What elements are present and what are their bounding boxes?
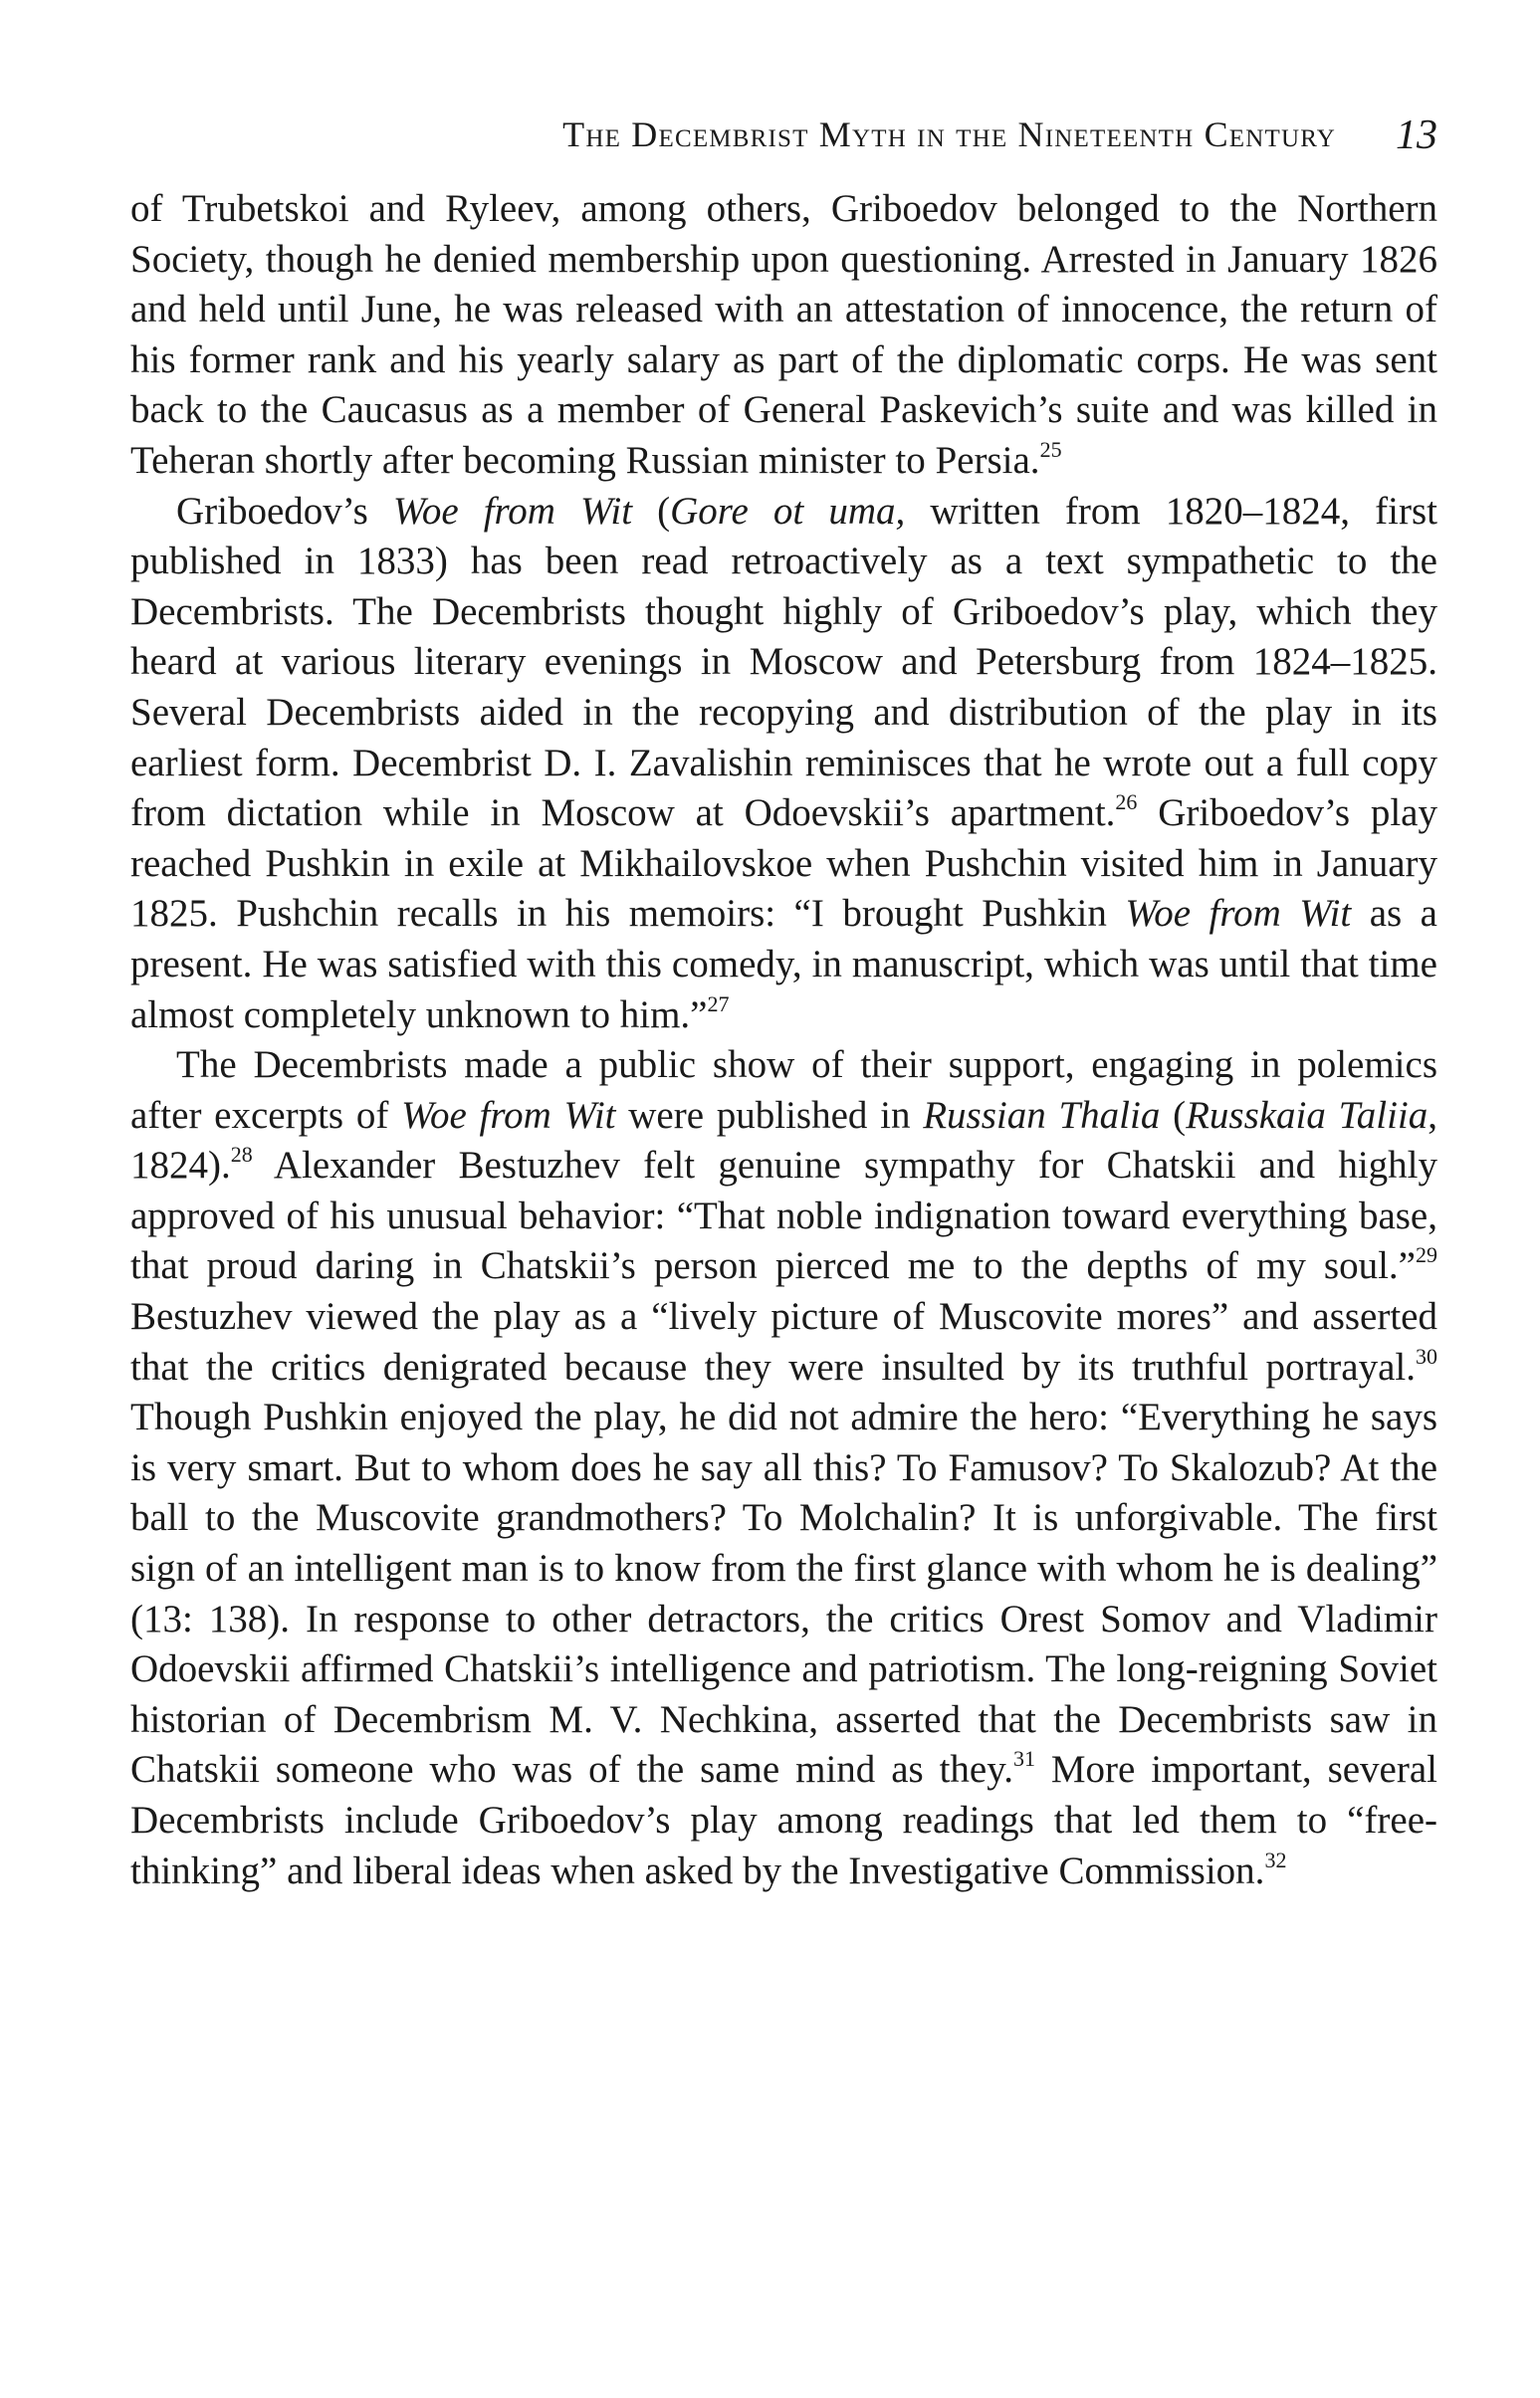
- footnote-ref: 28: [230, 1142, 253, 1168]
- italic-title: Russian Thalia: [923, 1093, 1161, 1137]
- text-run: , 1824).: [130, 1093, 1437, 1188]
- text-run: as a present. He was satisfied with this comedy, in manuscript, which was until that time almost completely unknown to him.”: [130, 892, 1437, 1036]
- footnote-ref: 30: [1416, 1343, 1437, 1369]
- footnote-ref: 26: [1115, 789, 1138, 815]
- paragraph: [130, 487, 1437, 1041]
- text-run: Griboedov’s play reached Pushkin in exile at Mikhailovskoe when Pushchin visited him in January 1825. Pushchin recalls in his memoirs: “I brought Pushkin: [130, 791, 1437, 936]
- text-run: (: [632, 489, 671, 533]
- text-run: Though Pushkin enjoyed the play, he did not admire the hero: “Everything he says is very smart. But to whom does he say all this? To Famusov? To Skalozub? At the ball to the Muscovite grandmothers? To Molchalin? It is unforgivable. The first sign of an intelligent man is to know from the first glance with whom he is dealing” (13: 138). In response to other detractors, the critics Orest Somov and Vladimir Odoevskii affirmed Chatskii’s intelligence and patriotism. The long-reigning Soviet historian of Decembrism M. V. Nechkina, asserted that the Decembrists saw in Chatskii someone who was of the same mind as they.: [130, 1396, 1437, 1792]
- text-run: written from 1820–1824, first published in 1833) has been read retroactively as a text sympathetic to the Decembrists. The Decembrists thought highly of Griboedov’s play, which they heard at various literary evenings in Moscow and Petersburg from 1824–1825. Several Decembrists aided in the recopying and distribution of the play in its earliest form. Decembrist D. I. Zavalishin reminisces that he wrote out a full copy from dictation while in Moscow at Odoevskii’s apartment.: [130, 489, 1437, 835]
- paragraph: [130, 1040, 1437, 1896]
- italic-title: Russkaia Taliia: [1186, 1093, 1429, 1137]
- running-head: [130, 111, 1437, 171]
- footnote-ref: 27: [707, 990, 730, 1016]
- text-run: Bestuzhev viewed the play as a “lively picture of Muscovite mores” and asserted that the critics denigrated because they were insulted by its truthful portrayal.: [130, 1295, 1437, 1389]
- footnote-ref: 29: [1416, 1242, 1437, 1268]
- italic-title: Woe from Wit: [401, 1093, 616, 1137]
- text-run: The Decembrists made a public show of their support, engaging in polemics after excerpts of: [130, 1043, 1437, 1137]
- text-run: (: [1160, 1093, 1187, 1137]
- page-number: 13: [1396, 112, 1437, 158]
- italic-title: Woe from Wit: [1125, 892, 1352, 936]
- footnote-ref: 25: [1039, 436, 1062, 462]
- text-run: More important, several Decembrists include Griboedov’s play among readings that led them to “free-thinking” and liberal ideas when asked by the Investigative Commission.: [130, 1748, 1438, 1892]
- text-run: Griboedov’s: [176, 489, 393, 533]
- text-run: of Trubetskoi and Ryleev, among others, Griboedov belonged to the Northern Society, though he denied membership upon questioning. Arrested in January 1826 and held until June, he was released with an attestation of innocence, the return of his former rank and his yearly salary as part of the diplomatic corps. He was sent back to the Caucasus as a member of General Paskevich’s suite and was killed in Teheran shortly after becoming Russian minister to Persia.: [130, 187, 1437, 482]
- footnote-ref: 32: [1264, 1847, 1287, 1872]
- running-head-title: The Decembrist Myth in the Nineteenth Century: [562, 114, 1336, 154]
- text-run: were published in: [615, 1093, 924, 1137]
- text-run: Alexander Bestuzhev felt genuine sympathy for Chatskii and highly approved of his unusual behavior: “That noble indignation toward everything base, that proud daring in Chatskii’s person pierced me to the depths of my soul.”: [130, 1144, 1437, 1288]
- paragraph: [130, 184, 1437, 487]
- footnote-ref: 31: [1012, 1746, 1035, 1772]
- italic-title: Gore ot uma,: [670, 489, 906, 533]
- italic-title: Woe from Wit: [392, 489, 633, 533]
- body-text: [130, 184, 1437, 1896]
